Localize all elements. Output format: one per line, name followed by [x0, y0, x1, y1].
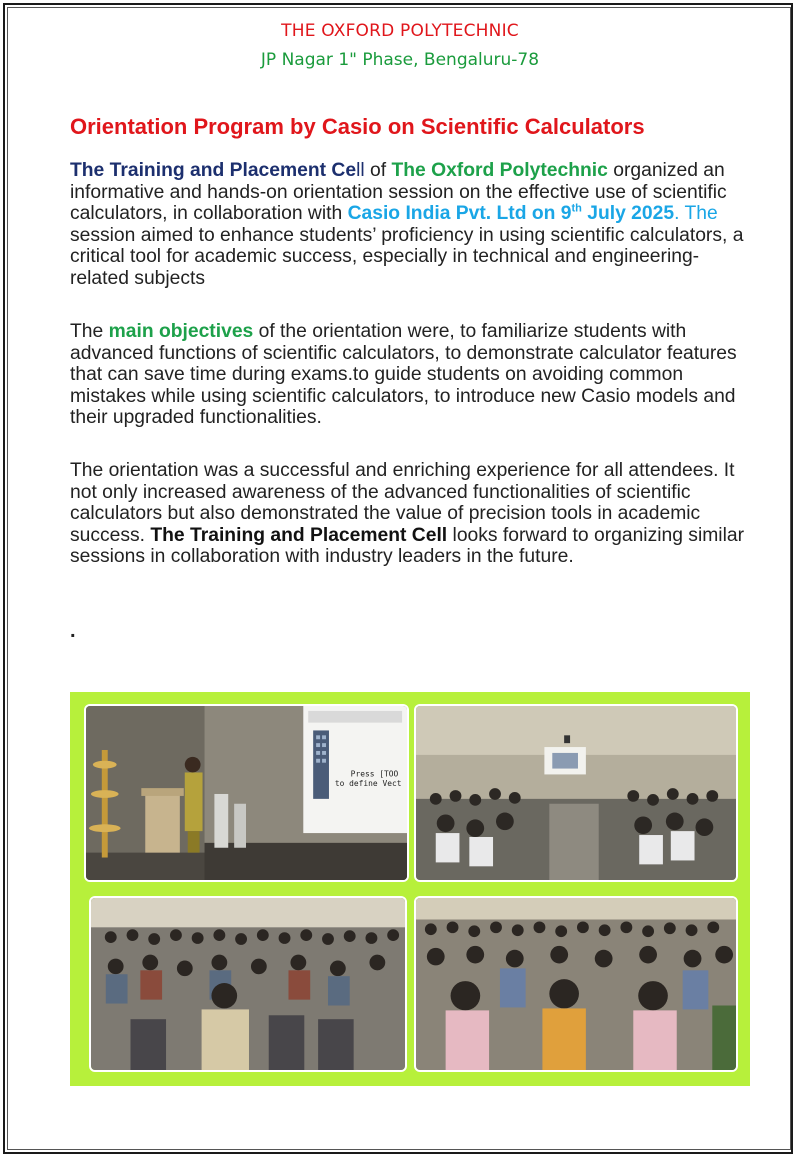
photo-collage	[70, 692, 750, 1086]
photo-audience-left	[89, 896, 407, 1072]
event-date: July 2025	[581, 203, 675, 224]
photo-auditorium-rear	[414, 704, 738, 882]
screen-text-line1: Press [TOO	[350, 769, 399, 779]
intro-text-2: session aimed to enhance students’ proficiency in using scientific calculators, a critical tool for academic success, especially in technical and engineering-related subjects	[70, 224, 744, 289]
page-title: Orientation Program by Casio on Scientific Calculators	[70, 114, 645, 139]
objectives-lead: The	[70, 321, 109, 342]
paragraph-intro	[70, 160, 750, 289]
college-name: The Oxford Polytechnic	[391, 160, 608, 181]
paragraph-conclusion	[70, 460, 750, 568]
institution-address: JP Nagar 1" Phase, Bengaluru-78	[260, 50, 540, 70]
photo-audience-front	[414, 896, 738, 1072]
intro-text-1: organized an informative and hands-on orientation session on the effective use of scientific calculators, in collaboration with	[70, 160, 727, 224]
conclusion-bold: The Training and Placement Cell	[150, 524, 448, 546]
org-name-a: The Training and Placement Ce	[70, 160, 357, 181]
objectives-highlight: main objectives	[108, 321, 254, 342]
trailing-dot: .	[70, 620, 76, 642]
paragraph-objectives	[70, 321, 750, 429]
partner-name: Casio India Pvt. Ltd on 9	[347, 203, 572, 224]
org-name-b: ll	[356, 160, 365, 181]
the-text: . The	[674, 203, 718, 224]
screen-text-line2: to define Vect	[334, 779, 402, 789]
conclusion-text-2: looks forward to organizing similar sessions in collaboration with industry leaders in the future.	[70, 524, 745, 567]
date-superscript: th	[571, 202, 582, 215]
institution-name: THE OXFORD POLYTECHNIC	[281, 21, 519, 41]
photo-speaker-podium	[84, 704, 409, 882]
of-text: of	[364, 160, 392, 181]
conclusion-text-1: The orientation was a successful and enriching experience for all attendees. It not only increased awareness of the advanced functionalities of scientific calculators but also demonstrated the value of precision tools in academic success.	[70, 460, 735, 546]
objectives-text: of the orientation were, to familiarize students with advanced functions of scientific calculators, to demonstrate calculator features that can save time during exams.to guide students on avoiding common mistakes while using scientific calculators, to introduce new Casio models and their upgraded functionalities.	[70, 321, 737, 428]
